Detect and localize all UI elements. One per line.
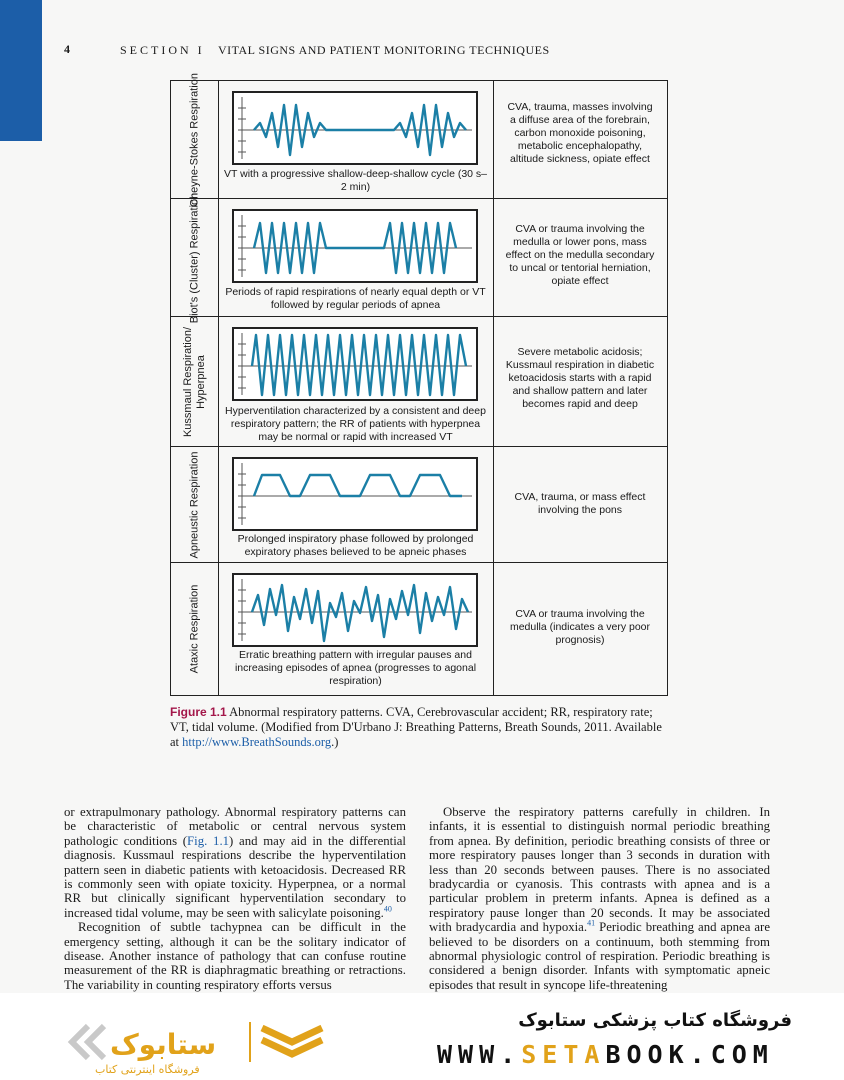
waveform-plot <box>232 457 478 531</box>
page-number: 4 <box>64 42 70 56</box>
shop-url <box>437 1040 774 1069</box>
paragraph: Recognition of subtle tachypnea can be difficult in the emergency setting, although it can be the solitary indicator of disease. Another instance of pathology that can confuse routine measurement of the RR is diaphragmatic breathing or retractions. The variability in counting respiratory efforts versus <box>64 920 406 992</box>
paragraph-text: ) and may aid in the differential diagnosis. Kussmaul respirations describe the hyperventilation pattern seen in diabetic patients with ketoacidosis. Decreased RR is commonly seen with opiate toxicity. Hyperpnea, or a normal RR but clinically significant hyperventilation secondary to increased tidal volume, may be seen with salicylate poisoning. <box>64 833 406 920</box>
waveform-caption: Erratic breathing pattern with irregular pauses and increasing episodes of apnea (progresses to agonal respiration) <box>234 649 477 687</box>
body-column-left <box>64 805 406 992</box>
waveform-svg <box>234 329 476 399</box>
row-label: Cheyne-Stokes Respiration <box>188 72 200 207</box>
logo-subtitle: فروشگاه اینترنتی کتاب <box>95 1063 200 1076</box>
conditions-text: CVA or trauma involving the medulla (indicates a very poor prognosis) <box>509 608 651 646</box>
waveform-plot <box>232 209 478 283</box>
waveform-svg <box>234 93 476 163</box>
figure-row-ataxic <box>171 563 667 695</box>
reference-link[interactable]: 40 <box>383 904 392 914</box>
caption-end: .) <box>331 735 339 749</box>
waveform-svg <box>234 575 476 645</box>
figure-row-biots <box>171 192 667 323</box>
paragraph-text: or extrapulmonary pathology. Abnormal respiratory patterns can be characteristic of metabolic or central nervous system pathologic conditions ( <box>64 805 406 848</box>
figure-label: Figure 1.1 <box>170 705 227 719</box>
logo-graphic <box>62 1020 332 1064</box>
waveform-plot <box>232 91 478 165</box>
figure-row-apneustic <box>171 447 667 563</box>
paragraph-text: Observe the respiratory patterns carefully in children. In infants, it is essential to distinguish normal periodic breathing from apnea. By definition, periodic breathing consists of three or more respiratory pauses longer than 3 seconds in duration with less than 20 seconds between pauses. There is no associated bradycardia or cyanosis. This contrasts with apnea and is a particular problem in preterm infants. Apnea is defined as a respiratory pause longer than 20 seconds. It may be associated with bradycardia and hypoxia. <box>429 805 770 935</box>
waveform-plot <box>232 573 478 647</box>
row-label: Kussmaul Respiration/ Hyperpnea <box>181 326 207 437</box>
paragraph <box>429 805 770 992</box>
conditions-text: Severe metabolic acidosis; Kussmaul respiration in diabetic ketoacidosis starts with a rapid and shallow pattern and later becomes rapid and deep <box>505 346 655 410</box>
sidebar-accent-bar <box>0 0 42 141</box>
waveform-caption: VT with a progressive shallow-deep-shallow cycle (30 s–2 min) <box>224 168 488 193</box>
waveform-plot <box>232 327 478 401</box>
row-label: Ataxic Respiration <box>188 584 200 674</box>
waveform-caption: Prolonged inspiratory phase followed by prolonged expiratory phases believed to be apneic phases <box>237 533 474 558</box>
conditions-text: CVA or trauma involving the medulla or lower pons, mass effect on the medulla secondary to uncal or tentorial herniation, opiate effect <box>505 223 655 287</box>
shop-name: فروشگاه کتاب پزشکی ستابوک <box>518 1010 792 1031</box>
conditions-text: CVA, trauma, masses involving a diffuse area of the forebrain, carbon monoxide poisoning, metabolic encephalopathy, altitude sickness, opiate effect <box>507 101 653 165</box>
figure-row-cheyne-stokes <box>171 72 667 207</box>
figure-caption-text: Abnormal respiratory patterns. CVA, Cerebrovascular accident; RR, respiratory rate; VT, tidal volume. (Modified from D'Urbano J: Breathing Patterns, Breath Sounds, 2011. Available at <box>170 705 662 749</box>
url-part: WWW. <box>437 1040 522 1069</box>
section-title: VITAL SIGNS AND PATIENT MONITORING TECHNIQUES <box>217 43 550 57</box>
reference-link[interactable]: 41 <box>587 918 596 928</box>
url-highlight: SETA <box>521 1040 606 1069</box>
waveform-svg <box>234 211 476 281</box>
conditions-text: CVA, trauma, or mass effect involving the pons <box>514 491 646 516</box>
running-head <box>120 43 550 58</box>
section-label: SECTION I <box>120 43 205 57</box>
waveform-caption: Hyperventilation characterized by a consistent and deep respiratory pattern; the RR of patients with hyperpnea may be normal or rapid with increased VT <box>225 405 486 443</box>
figure-crossref-link[interactable]: Fig. 1.1 <box>187 833 230 848</box>
figure-caption <box>170 705 668 750</box>
waveform-caption: Periods of rapid respirations of nearly equal depth or VT followed by regular periods of apnea <box>225 286 486 311</box>
row-label: Apneustic Respiration <box>188 451 200 559</box>
body-column-right <box>429 805 770 992</box>
paragraph-text: Periodic breathing and apnea are believed to be disorders on a continuum, both stemming from abnormal physiologic control of respiration. Periodic breathing is considered a benign disorder. Infants with symptomatic apneic episodes that result in syncope life-threatening <box>429 920 770 992</box>
respiratory-patterns-figure <box>170 72 668 696</box>
breathsounds-link[interactable]: http://www.BreathSounds.org <box>182 735 332 749</box>
row-label: Biot's (Cluster) Respiration <box>188 192 200 323</box>
paragraph <box>64 805 406 920</box>
logo-wordmark: ستابوک <box>110 1028 217 1061</box>
url-part: BOOK.COM <box>605 1040 774 1069</box>
setabook-logo <box>62 1020 332 1069</box>
waveform-svg <box>234 459 476 529</box>
figure-row-kussmaul <box>171 317 667 447</box>
